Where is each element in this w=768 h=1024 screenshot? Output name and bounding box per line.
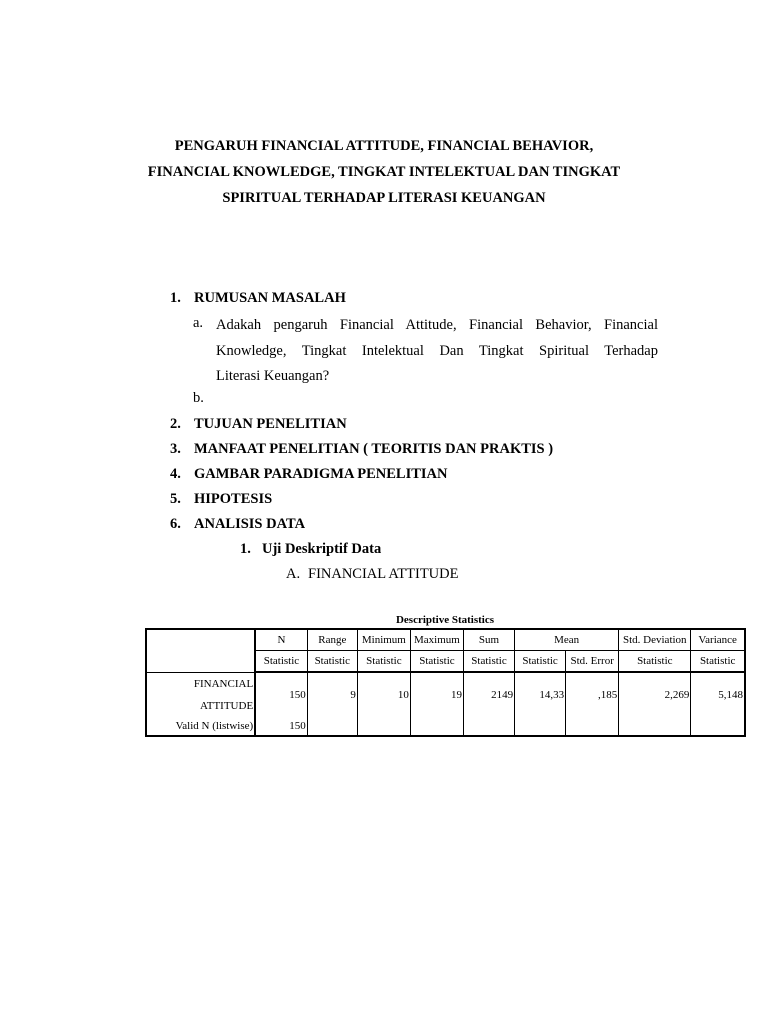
subsection-number: 1. — [240, 541, 251, 557]
question-line: Literasi Keuangan? — [216, 368, 330, 384]
section-number: 1. — [170, 290, 181, 306]
question-line: Knowledge, Tingkat Intelektual Dan Tingkat Spiritual Terhadap — [216, 342, 658, 359]
table-subheader-cell: Statistic — [463, 651, 514, 673]
section-label: GAMBAR PARADIGMA PENELITIAN — [194, 466, 448, 482]
table-subheader-cell: Statistic — [410, 651, 463, 673]
table-cell: 2149 — [463, 672, 514, 717]
section-number: 4. — [170, 466, 181, 482]
section-number: 6. — [170, 516, 181, 532]
row-label-line: FINANCIAL — [193, 677, 254, 690]
table-cell: 5,148 — [691, 672, 745, 717]
section-label: HIPOTESIS — [194, 491, 273, 507]
table-cell — [307, 717, 357, 736]
table-row-label — [146, 672, 255, 717]
table-cell: 2,269 — [619, 672, 691, 717]
question-letter: b. — [193, 390, 204, 406]
section-financial-attitude — [286, 564, 459, 584]
question-a-marker — [193, 313, 203, 333]
table-header-cell: Range — [307, 629, 357, 651]
table-subheader-cell: Statistic — [515, 651, 566, 673]
subsection-uji-deskriptif — [240, 539, 381, 559]
table-row-label — [146, 717, 255, 736]
table-cell: 9 — [307, 672, 357, 717]
table-subheader-cell: Statistic — [691, 651, 745, 673]
section-label: TUJUAN PENELITIAN — [194, 416, 347, 432]
section-number: 3. — [170, 441, 181, 457]
table-row — [146, 672, 745, 717]
table-cell: 14,33 — [515, 672, 566, 717]
table-cell: 19 — [410, 672, 463, 717]
table-cell — [566, 717, 619, 736]
question-letter: a. — [193, 315, 204, 331]
table-header-cell: Sum — [463, 629, 514, 651]
title-line: PENGARUH FINANCIAL ATTITUDE, FINANCIAL BEHAVIOR, — [174, 138, 594, 154]
table-cell: 150 — [255, 717, 307, 736]
section-rumusan-masalah — [170, 288, 346, 308]
section-hipotesis — [170, 489, 272, 509]
subsection-label: Uji Deskriptif Data — [262, 541, 382, 557]
question-line: Adakah pengaruh Financial Attitude, Financial Behavior, Financial — [216, 317, 658, 333]
section-label: MANFAAT PENELITIAN ( TEORITIS DAN PRAKTIS ) — [194, 441, 554, 457]
table-header-row — [146, 629, 745, 651]
table-cell — [619, 717, 691, 736]
section-tujuan-penelitian — [170, 414, 347, 434]
row-label-line: Valid N (listwise) — [175, 720, 254, 732]
table-header-cell: Maximum — [410, 629, 463, 651]
table-cell: 150 — [255, 672, 307, 717]
title-line: FINANCIAL KNOWLEDGE, TINGKAT INTELEKTUAL DAN TINGKAT — [147, 164, 621, 180]
section-label: ANALISIS DATA — [194, 516, 306, 532]
table-header-cell: Minimum — [357, 629, 410, 651]
document-title — [120, 133, 648, 211]
section-gambar-paradigma — [170, 464, 448, 484]
table-header-cell: Variance — [691, 629, 745, 651]
table-cell — [410, 717, 463, 736]
table-title: Descriptive Statistics — [395, 614, 495, 626]
table-header-cell: Std. Deviation — [619, 629, 691, 651]
table-cell: 10 — [357, 672, 410, 717]
table-subheader-cell: Std. Error — [566, 651, 619, 673]
section-manfaat-penelitian — [170, 439, 553, 459]
table-cell — [691, 717, 745, 736]
descriptive-statistics-table — [145, 628, 746, 737]
table-cell — [463, 717, 514, 736]
table-header-cell: Mean — [515, 629, 619, 651]
section-label: RUMUSAN MASALAH — [194, 290, 346, 306]
table-subheader-cell: Statistic — [619, 651, 691, 673]
section-number: 2. — [170, 416, 181, 432]
table-subheader-cell: Statistic — [255, 651, 307, 673]
section-letter: A. — [286, 566, 301, 582]
question-b-marker — [193, 388, 204, 408]
title-line: SPIRITUAL TERHADAP LITERASI KEUANGAN — [222, 190, 546, 206]
row-label-line: ATTITUDE — [200, 699, 254, 712]
section-a-label: FINANCIAL ATTITUDE — [308, 566, 459, 582]
table-corner-cell — [146, 629, 255, 672]
section-analisis-data — [170, 514, 305, 534]
table-cell — [357, 717, 410, 736]
table-cell — [515, 717, 566, 736]
table-subheader-cell: Statistic — [357, 651, 410, 673]
table-header-cell: N — [255, 629, 307, 651]
table-cell: ,185 — [566, 672, 619, 717]
question-a-text — [216, 313, 658, 390]
table-row — [146, 717, 745, 736]
section-number: 5. — [170, 491, 181, 507]
table-subheader-cell: Statistic — [307, 651, 357, 673]
